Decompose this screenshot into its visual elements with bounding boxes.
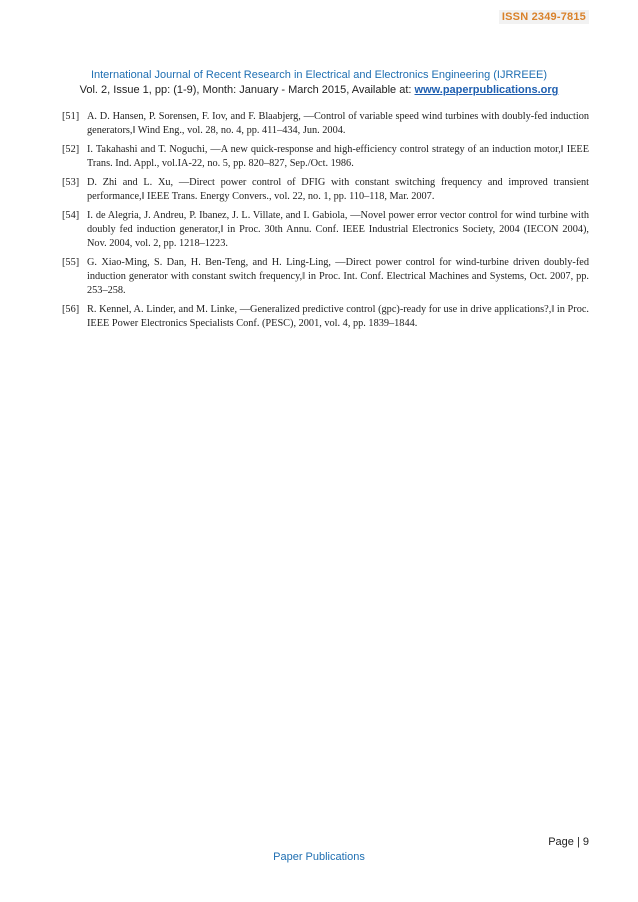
page-number: Page | 9	[548, 836, 589, 848]
reference-text: A. D. Hansen, P. Sorensen, F. Iov, and F. Blaabjerg, ―Control of variable speed wind turbines with doubly-fed induction generators,‖ Wind Eng., vol. 28, no. 4, pp. 411–434, Jun. 2004.	[87, 111, 589, 136]
publisher-footer[interactable]: Paper Publications	[273, 851, 365, 863]
reference-item	[62, 110, 589, 138]
reference-list	[62, 110, 589, 336]
reference-text: G. Xiao-Ming, S. Dan, H. Ben-Teng, and H. Ling-Ling, ―Direct power control for wind-turbine driven doubly-fed induction generator with constant switch frequency,‖ in Proc. Int. Conf. Electrical Machines and Systems, Oct. 2007, pp. 253–258.	[87, 257, 589, 296]
journal-title: International Journal of Recent Research in Electrical and Electronics Engineering (IJRREEE)	[90, 69, 548, 81]
journal-volume-info: Vol. 2, Issue 1, pp: (1-9), Month: January - March 2015, Available at:	[79, 84, 415, 96]
reference-number: [54]	[62, 210, 80, 221]
reference-item	[62, 209, 589, 251]
reference-item	[62, 303, 589, 331]
reference-text: R. Kennel, A. Linder, and M. Linke, ―Generalized predictive control (gpc)-ready for use in drive applications?,‖ in Proc. IEEE Power Electronics Specialists Conf. (PESC), 2001, vol. 4, pp. 1839–1844.	[87, 304, 589, 329]
reference-number: [55]	[62, 257, 80, 268]
reference-number: [51]	[62, 111, 80, 122]
reference-item	[62, 143, 589, 171]
reference-text: I. Takahashi and T. Noguchi, ―A new quick-response and high-efficiency control strategy of an induction motor,‖ IEEE Trans. Ind. Appl., vol.IA-22, no. 5, pp. 820–827, Sep./Oct. 1986.	[87, 144, 589, 169]
reference-number: [53]	[62, 177, 80, 188]
journal-info	[0, 84, 638, 96]
reference-item	[62, 256, 589, 298]
reference-text: I. de Alegria, J. Andreu, P. Ibanez, J. L. Villate, and I. Gabiola, ―Novel power error vector control for wind turbine with doubly fed induction generator,‖ in Proc. 30th Annu. Conf. IEEE Industrial Electronics Society, 2004 (IECON 2004), Nov. 2004, vol. 2, pp. 1218–1223.	[87, 210, 589, 249]
journal-website-link[interactable]: www.paperpublications.org	[414, 84, 559, 96]
reference-item	[62, 176, 589, 204]
issn-label: ISSN 2349-7815	[499, 10, 589, 24]
reference-number: [52]	[62, 144, 80, 155]
reference-text: D. Zhi and L. Xu, ―Direct power control of DFIG with constant switching frequency and improved transient performance,‖ IEEE Trans. Energy Convers., vol. 22, no. 1, pp. 110–118, Mar. 2007.	[87, 177, 589, 202]
reference-number: [56]	[62, 304, 80, 315]
